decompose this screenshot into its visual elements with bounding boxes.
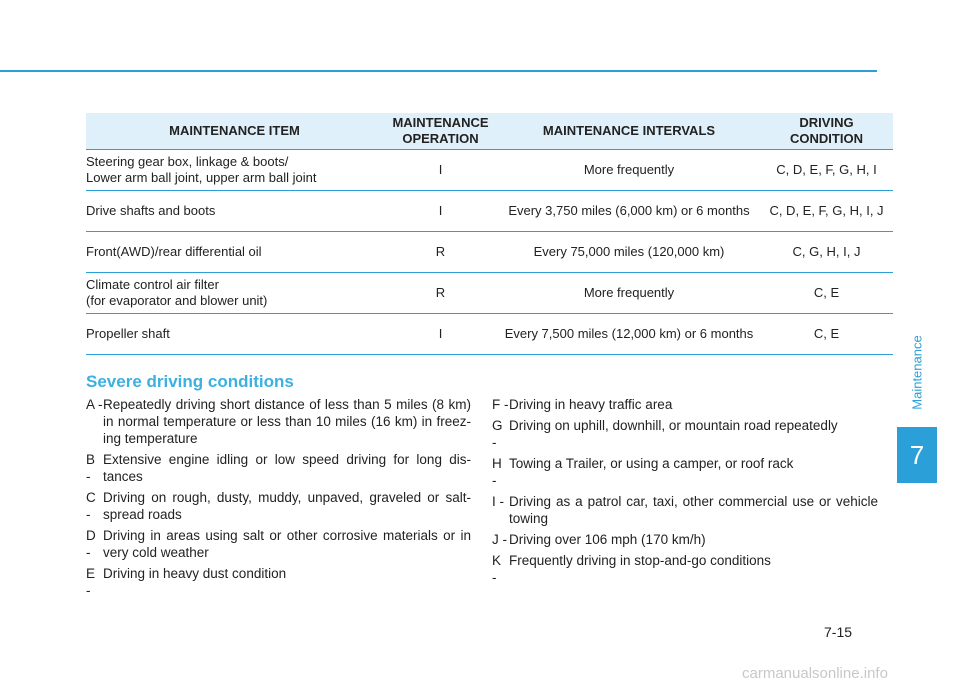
top-rule xyxy=(0,70,877,72)
condition-text: Driving in areas using salt or other corrosive materials or in very cold weather xyxy=(103,528,471,560)
cell-item-line1: Propeller shaft xyxy=(86,326,170,341)
table-row xyxy=(86,314,893,355)
table-row xyxy=(86,273,893,314)
cell-interval: Every 75,000 miles (120,000 km) xyxy=(498,232,760,273)
cell-item-line1: Drive shafts and boots xyxy=(86,203,216,218)
table-header-row xyxy=(86,113,893,150)
cell-condition: C, D, E, F, G, H, I, J xyxy=(760,191,893,232)
chapter-side-label: Maintenance xyxy=(909,334,925,410)
cell-item-line2: Lower arm ball joint, upper arm ball joint xyxy=(86,170,317,185)
condition-item xyxy=(492,455,878,489)
condition-item xyxy=(86,451,471,485)
condition-key: A - xyxy=(86,397,103,412)
condition-text: Repeatedly driving short distance of less than 5 miles (8 km) in normal temperature or less than 10 miles (16 km) in freez-ing temperature xyxy=(103,397,471,446)
cell-operation: I xyxy=(383,150,498,191)
condition-item xyxy=(492,417,878,451)
condition-item xyxy=(86,527,471,561)
cell-interval: Every 3,750 miles (6,000 km) or 6 months xyxy=(498,191,760,232)
cell-condition: C, G, H, I, J xyxy=(760,232,893,273)
condition-key: B - xyxy=(86,452,96,484)
condition-text: Towing a Trailer, or using a camper, or roof rack xyxy=(509,456,794,471)
condition-key: K - xyxy=(492,553,502,585)
header-maintenance-item: MAINTENANCE ITEM xyxy=(86,113,383,150)
conditions-left-column xyxy=(86,396,471,603)
cell-operation: R xyxy=(383,232,498,273)
cell-condition: C, E xyxy=(760,314,893,355)
condition-key: F - xyxy=(492,397,509,412)
page-number: 7-15 xyxy=(824,624,853,640)
cell-operation: I xyxy=(383,191,498,232)
header-maintenance-operation: MAINTENANCE OPERATION xyxy=(383,113,498,150)
condition-text: Driving in heavy traffic area xyxy=(509,397,673,412)
condition-text: Driving on rough, dusty, muddy, unpaved, graveled or salt-spread roads xyxy=(103,490,471,522)
cell-item xyxy=(86,314,383,355)
cell-item-line1: Front(AWD)/rear differential oil xyxy=(86,244,262,259)
condition-item xyxy=(86,489,471,523)
condition-text: Driving as a patrol car, taxi, other commercial use or vehicle towing xyxy=(509,494,878,526)
condition-text: Driving on uphill, downhill, or mountain road repeatedly xyxy=(509,418,838,433)
cell-operation: I xyxy=(383,314,498,355)
cell-interval: More frequently xyxy=(498,150,760,191)
condition-item xyxy=(86,565,471,599)
condition-item xyxy=(492,531,878,548)
condition-item xyxy=(492,396,878,413)
watermark: carmanualsonline.info xyxy=(742,665,888,682)
condition-key: D - xyxy=(86,528,96,560)
cell-condition: C, D, E, F, G, H, I xyxy=(760,150,893,191)
cell-item-line1: Steering gear box, linkage & boots/ xyxy=(86,154,289,169)
condition-text: Driving in heavy dust condition xyxy=(103,566,287,581)
chapter-number-box: 7 xyxy=(897,427,937,483)
cell-item xyxy=(86,273,383,314)
cell-item xyxy=(86,191,383,232)
cell-item-line1: Climate control air filter xyxy=(86,277,219,292)
condition-key: J - xyxy=(492,532,507,547)
condition-item xyxy=(86,396,471,447)
cell-interval: Every 7,500 miles (12,000 km) or 6 months xyxy=(498,314,760,355)
condition-text: Driving over 106 mph (170 km/h) xyxy=(509,532,706,547)
table-row xyxy=(86,191,893,232)
condition-key: E - xyxy=(86,566,96,598)
cell-item-line2: (for evaporator and blower unit) xyxy=(86,293,268,308)
condition-key: G - xyxy=(492,418,503,450)
condition-key: H - xyxy=(492,456,502,488)
cell-condition: C, E xyxy=(760,273,893,314)
condition-item xyxy=(492,552,878,586)
header-maintenance-intervals: MAINTENANCE INTERVALS xyxy=(498,113,760,150)
table-row xyxy=(86,150,893,191)
header-driving-condition: DRIVING CONDITION xyxy=(760,113,893,150)
condition-text: Frequently driving in stop-and-go conditions xyxy=(509,553,771,568)
condition-text: Extensive engine idling or low speed driving for long dis-tances xyxy=(103,452,471,484)
cell-item xyxy=(86,232,383,273)
table-row xyxy=(86,232,893,273)
chapter-side-tab xyxy=(897,322,937,422)
conditions-right-column xyxy=(492,396,878,590)
maintenance-table xyxy=(86,113,893,355)
cell-interval: More frequently xyxy=(498,273,760,314)
condition-item xyxy=(492,493,878,527)
cell-operation: R xyxy=(383,273,498,314)
condition-key: C - xyxy=(86,490,96,522)
condition-key: I - xyxy=(492,494,504,509)
section-title: Severe driving conditions xyxy=(86,372,294,391)
cell-item xyxy=(86,150,383,191)
